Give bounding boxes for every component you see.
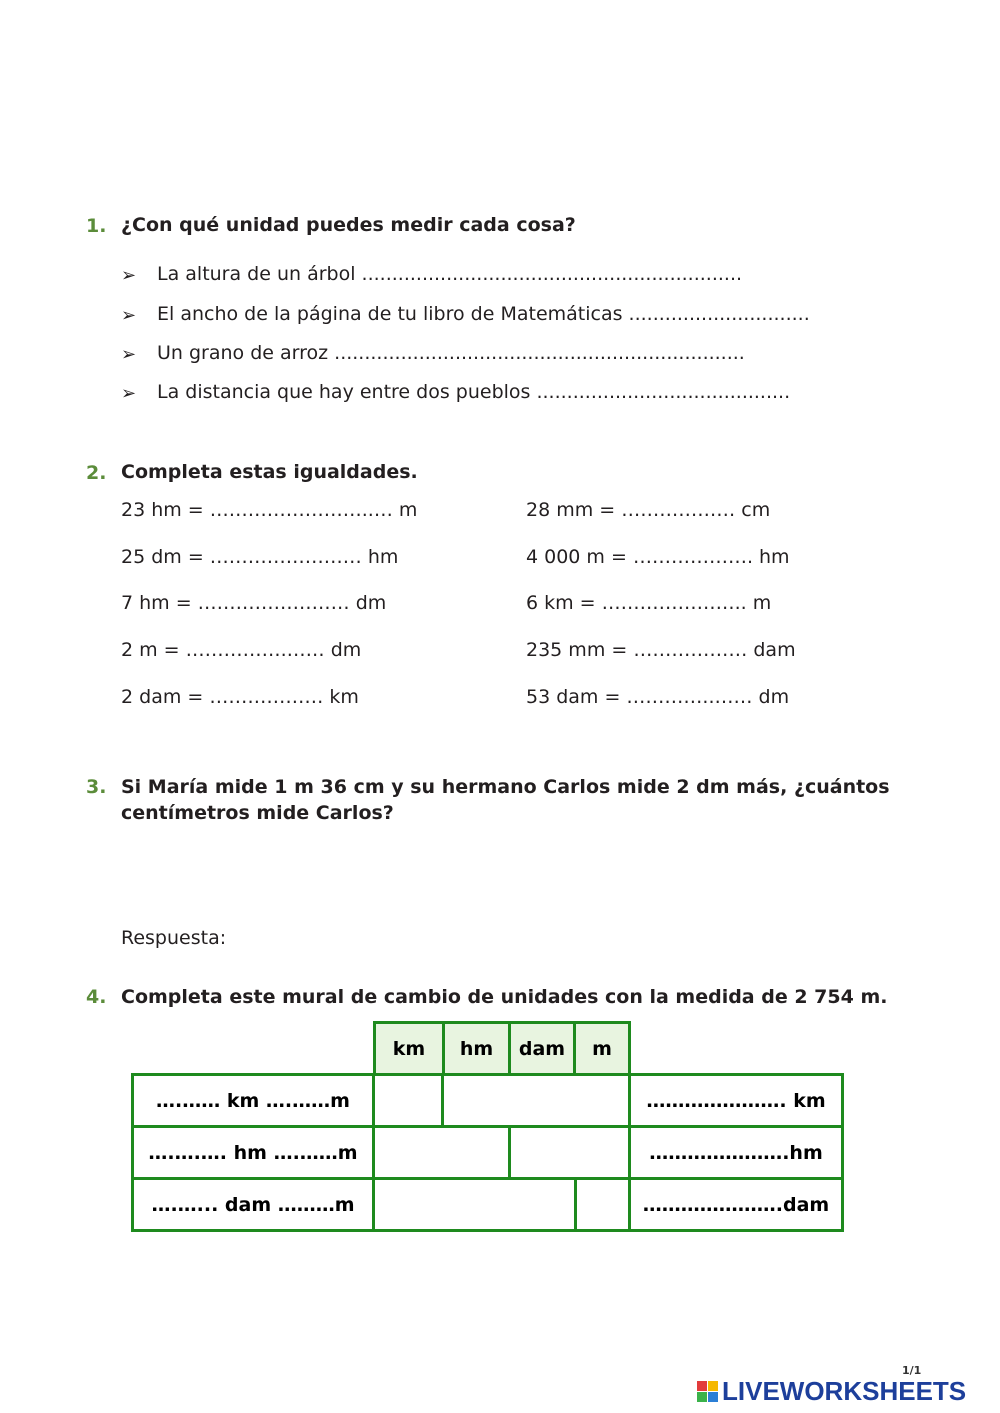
mural-row-result: ………………….dam	[628, 1177, 844, 1232]
equality-right-3: 6 km = ………………….. m	[526, 592, 772, 614]
mural-row-km	[131, 1073, 841, 1128]
equality-left-5: 2 dam = ……………… km	[121, 686, 359, 708]
header-hm: hm	[442, 1021, 511, 1076]
bullet-icon: ➢	[121, 344, 137, 365]
bullet-icon: ➢	[121, 383, 137, 404]
question-2-number: 2.	[86, 462, 107, 484]
mural-header-spacer	[131, 1021, 373, 1076]
question-1-number: 1.	[86, 215, 107, 237]
mural-input-cell[interactable]	[441, 1073, 631, 1128]
mural-row-label: ….…… km ….……m	[131, 1073, 375, 1128]
question-3-title-line-1: Si María mide 1 m 36 cm y su hermano Carlos mide 2 dm más, ¿cuántos	[121, 776, 890, 798]
brand-logo-text[interactable]: LIVEWORKSHEETS	[722, 1376, 967, 1406]
equality-right-1: 28 mm = ……………… cm	[526, 499, 771, 521]
equality-right-4: 235 mm = ……………… dam	[526, 639, 796, 661]
mural-header-row	[131, 1021, 841, 1076]
mural-input-cell[interactable]	[508, 1125, 631, 1180]
mural-input-cell[interactable]	[372, 1073, 444, 1128]
units-mural-table	[131, 1021, 841, 1232]
mural-row-hm	[131, 1125, 841, 1180]
mural-row-label: ….…... dam ………m	[131, 1177, 375, 1232]
page-number: 1/1	[902, 1364, 922, 1377]
mural-row-dam	[131, 1177, 841, 1232]
question-2-title: Completa estas igualdades.	[121, 461, 418, 483]
mural-row-result: ………………….hm	[628, 1125, 844, 1180]
equality-left-1: 23 hm = ……………………..… m	[121, 499, 418, 521]
bullet-icon: ➢	[121, 265, 137, 286]
mural-input-cell[interactable]	[574, 1177, 631, 1232]
equality-left-2: 25 dm = …………………… hm	[121, 546, 399, 568]
q1-item-4: La distancia que hay entre dos pueblos ..........................................	[157, 381, 791, 403]
mural-row-result: …………………. km	[628, 1073, 844, 1128]
question-3-title-line-2: centímetros mide Carlos?	[121, 802, 394, 824]
question-4-number: 4.	[86, 986, 107, 1008]
q1-item-2: El ancho de la página de tu libro de Matemáticas ..............................	[157, 303, 810, 325]
equality-left-3: 7 hm = …………………… dm	[121, 592, 387, 614]
answer-label: Respuesta:	[121, 927, 227, 949]
question-1-title: ¿Con qué unidad puedes medir cada cosa?	[121, 214, 576, 236]
q1-item-3: Un grano de arroz ....................................................................	[157, 342, 745, 364]
header-m: m	[573, 1021, 631, 1076]
mural-input-cell[interactable]	[372, 1177, 577, 1232]
liveworksheets-logo-icon	[697, 1381, 719, 1405]
header-dam: dam	[508, 1021, 576, 1076]
question-4-title: Completa este mural de cambio de unidades con la medida de 2 754 m.	[121, 986, 888, 1008]
q1-item-1: La altura de un árbol ...............................................................	[157, 263, 743, 285]
bullet-icon: ➢	[121, 305, 137, 326]
header-km: km	[373, 1021, 445, 1076]
equality-left-4: 2 m = …………….…… dm	[121, 639, 362, 661]
question-3-number: 3.	[86, 776, 107, 798]
equality-right-2: 4 000 m = ………………. hm	[526, 546, 790, 568]
mural-row-label: ….….…. hm ….……m	[131, 1125, 375, 1180]
mural-input-cell[interactable]	[372, 1125, 511, 1180]
equality-right-5: 53 dam = …………..…… dm	[526, 686, 790, 708]
